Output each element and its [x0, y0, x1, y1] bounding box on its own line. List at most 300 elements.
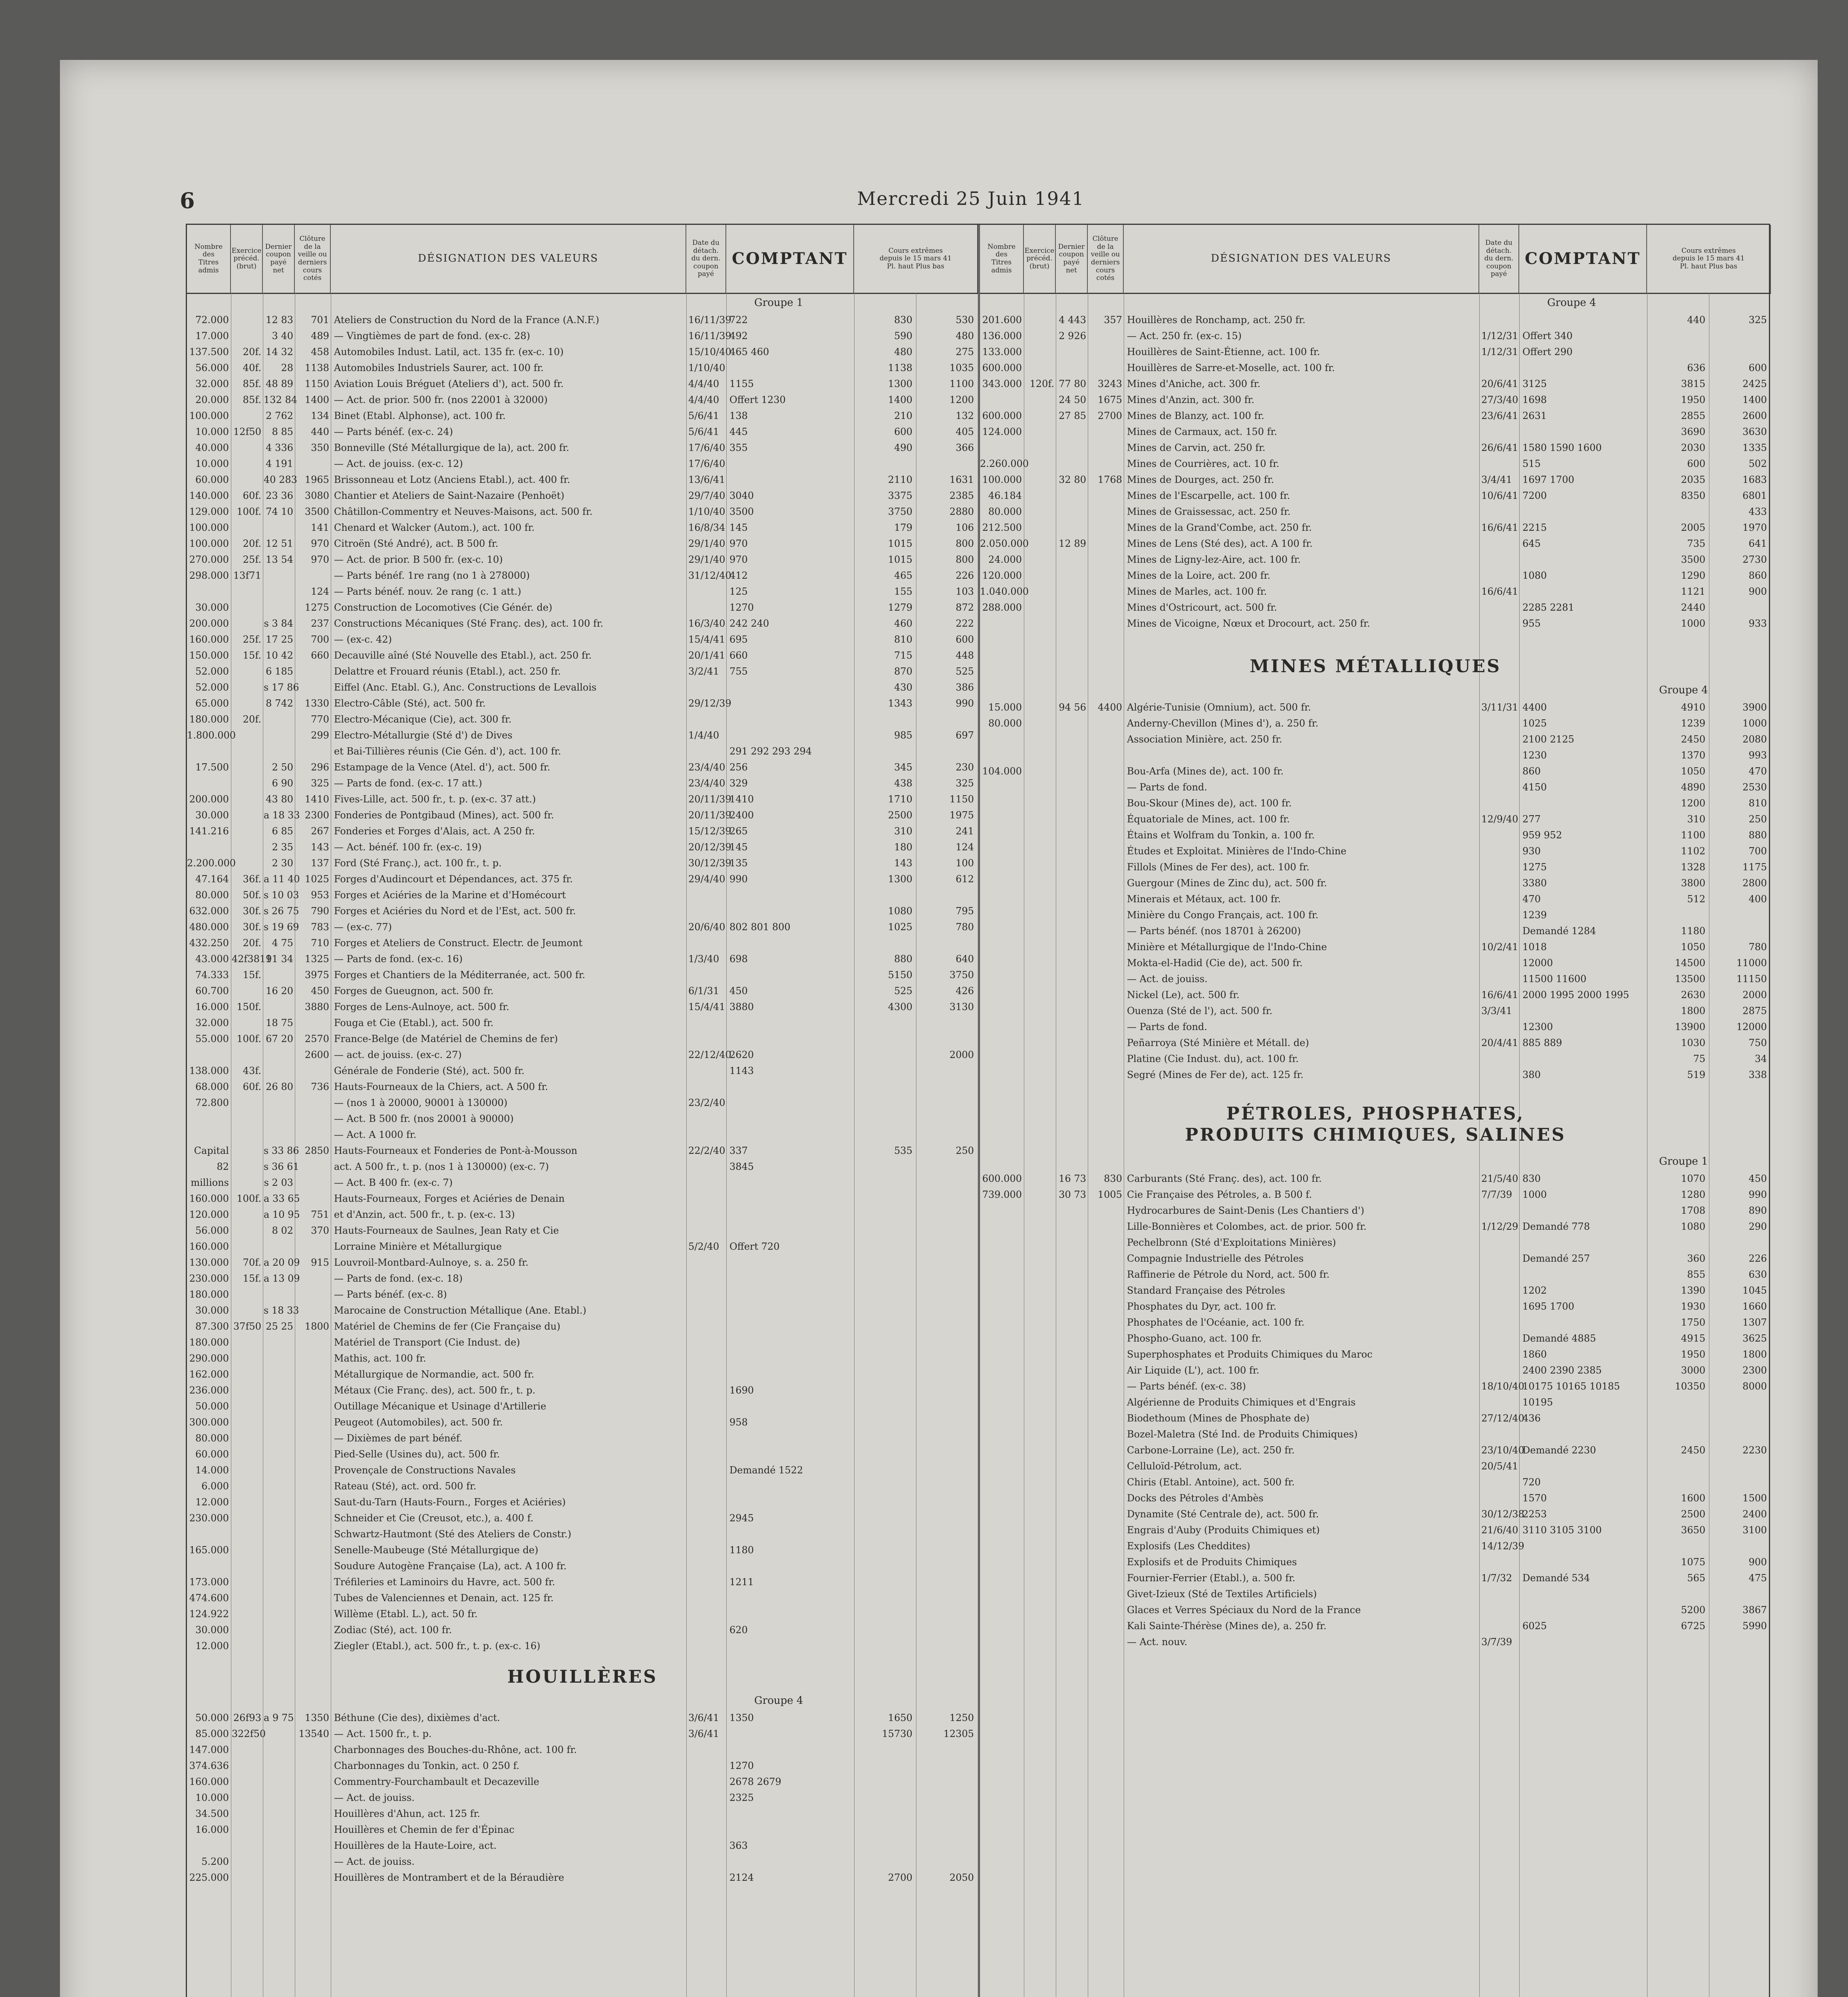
cell-name: — Parts bénéf. (ex-c. 38)	[1127, 1381, 1246, 1392]
cell-name: Mines d'Aniche, act. 300 fr.	[1127, 378, 1261, 389]
cell-e: 37f50	[233, 1321, 261, 1332]
cell-n: 72.000	[195, 314, 229, 326]
cell-cp: Demandé 1284	[1522, 925, 1596, 937]
cell-name: Études et Exploitat. Minières de l'Indo-Chine	[1127, 846, 1347, 857]
table-row	[187, 712, 978, 728]
cell-dt: 18/10/40	[1481, 1381, 1524, 1392]
table-row	[980, 1283, 1771, 1299]
cell-name: Pied-Selle (Usines du), act. 500 fr.	[334, 1449, 500, 1460]
cell-name: Forges d'Audincourt et Dépendances, act. 375 fr.	[334, 873, 573, 885]
cell-dt: 1/10/40	[688, 362, 725, 373]
cell-c: 3243	[1097, 378, 1122, 389]
cell-c: 953	[311, 889, 329, 901]
cell-name: Houillères de Saint-Étienne, act. 100 fr.	[1127, 346, 1320, 357]
cell-name: Hauts-Fourneaux de Saulnes, Jean Raty et Cie	[334, 1225, 559, 1236]
cell-h: 4890	[1681, 782, 1705, 793]
cell-cp: 2400	[729, 810, 754, 821]
cell-h: 2700	[888, 1872, 912, 1883]
table-row	[187, 1271, 978, 1287]
cell-n: 180.000	[189, 1289, 229, 1300]
cell-c: 790	[311, 905, 329, 917]
cell-h: 10350	[1675, 1381, 1705, 1392]
cell-b: 3750	[949, 969, 974, 981]
cell-cp: 2253	[1522, 1509, 1547, 1520]
cell-name: Houillères de Ronchamp, act. 250 fr.	[1127, 314, 1306, 326]
cell-h: 179	[894, 522, 912, 533]
cell-name: Chenard et Walcker (Autom.), act. 100 fr.	[334, 522, 535, 533]
cell-cp: 958	[729, 1417, 748, 1428]
cell-b: 1035	[949, 362, 974, 373]
cell-cp: 329	[729, 778, 748, 789]
table-row	[187, 1447, 978, 1463]
cell-n: 17.000	[195, 330, 229, 341]
right-column-headers	[980, 225, 1771, 294]
cell-cp: 1580 1590 1600	[1522, 442, 1602, 453]
cell-h: 3690	[1681, 426, 1705, 437]
cell-b: 250	[956, 1145, 974, 1156]
cell-n: 72.800	[195, 1097, 229, 1108]
cell-c: 2600	[304, 1049, 329, 1060]
cell-name: Charbonnages du Tonkin, act. 0 250 f.	[334, 1760, 520, 1771]
cell-name: Mines de Marles, act. 100 fr.	[1127, 586, 1267, 597]
cell-name: Générale de Fonderie (Sté), act. 500 fr.	[334, 1065, 525, 1076]
table-row	[187, 1223, 978, 1239]
cell-b: 124	[956, 842, 974, 853]
cell-d: 32 80	[1059, 474, 1086, 485]
table-row	[187, 1623, 978, 1639]
cell-name: Compagnie Industrielle des Pétroles	[1127, 1253, 1304, 1264]
cell-n: 201.600	[982, 314, 1022, 326]
cell-h: 1050	[1681, 941, 1705, 953]
cell-name: Mines de Ligny-lez-Aire, act. 100 fr.	[1127, 554, 1301, 565]
cell-b: 1683	[1742, 474, 1767, 485]
cell-b: 11000	[1736, 957, 1767, 969]
table-row	[187, 1639, 978, 1655]
cell-cp: 445	[729, 426, 748, 437]
cell-c: 700	[311, 634, 329, 645]
cell-name: — Dixièmes de part bénéf.	[334, 1433, 463, 1444]
cell-n: 80.000	[988, 718, 1022, 729]
table-row	[187, 920, 978, 936]
col-comptant: COMPTANT	[1519, 225, 1647, 293]
group-label: Groupe 1	[1659, 1155, 1708, 1167]
cell-n: 34.500	[195, 1808, 229, 1819]
cell-dt: 21/6/40	[1481, 1525, 1518, 1536]
table-row	[980, 1235, 1771, 1251]
cell-n: millions	[191, 1177, 229, 1188]
table-row	[187, 744, 978, 760]
cell-h: 438	[894, 778, 912, 789]
cell-d: 4 336	[266, 442, 293, 453]
table-row	[187, 664, 978, 680]
table-row	[980, 313, 1771, 329]
table-row	[187, 361, 978, 377]
cell-b: 890	[1749, 1205, 1767, 1216]
cell-d: a 9 75	[264, 1712, 294, 1723]
cell-h: 3800	[1681, 877, 1705, 889]
cell-name: Guergour (Mines de Zinc du), act. 500 fr.	[1127, 877, 1327, 889]
cell-h: 870	[894, 666, 912, 677]
cell-c: 710	[311, 937, 329, 949]
cell-c: 1350	[304, 1712, 329, 1723]
cell-e: 36f.	[242, 873, 261, 885]
cell-e: 12f50	[233, 426, 261, 437]
table-row	[980, 1347, 1771, 1363]
cell-cp: 380	[1522, 1069, 1541, 1080]
cell-n: 68.000	[195, 1081, 229, 1092]
table-row	[187, 1775, 978, 1791]
cell-n: 160.000	[189, 1193, 229, 1204]
cell-name: Hauts-Fourneaux de la Chiers, act. A 500 fr.	[334, 1081, 548, 1092]
cell-b: 405	[956, 426, 974, 437]
cell-h: 1950	[1681, 394, 1705, 405]
cell-name: — Parts de fond.	[1127, 1021, 1208, 1032]
table-row	[187, 1559, 978, 1575]
cell-dt: 3/11/31	[1481, 702, 1518, 713]
cell-name: Air Liquide (L'), act. 100 fr.	[1127, 1365, 1260, 1376]
cell-b: 366	[956, 442, 974, 453]
cell-n: 124.922	[189, 1608, 229, 1620]
col-titres: Nombre des Titres admis	[980, 225, 1024, 293]
table-row	[980, 568, 1771, 584]
cell-n: 10.000	[195, 426, 229, 437]
cell-b: 1800	[1742, 1349, 1767, 1360]
cell-dt: 1/12/29	[1481, 1221, 1518, 1232]
cell-b: 480	[956, 330, 974, 341]
cell-b: 900	[1749, 1556, 1767, 1568]
cell-b: 2880	[949, 506, 974, 517]
cell-b: 860	[1749, 570, 1767, 581]
cell-b: 2730	[1742, 554, 1767, 565]
cell-b: 2530	[1742, 782, 1767, 793]
cell-name: Tréfileries et Laminoirs du Havre, act. 500 fr.	[334, 1576, 555, 1588]
cell-h: 600	[1687, 458, 1705, 469]
cell-n: 230.000	[189, 1273, 229, 1284]
cell-h: 1343	[888, 698, 912, 709]
cell-n: 56.000	[195, 1225, 229, 1236]
cell-h: 2500	[1681, 1509, 1705, 1520]
cell-d: 6 85	[272, 826, 293, 837]
cell-h: 525	[894, 985, 912, 997]
cell-cp: 660	[729, 650, 748, 661]
col-cloture: Clôture de la veille ou derniers cours cotés	[1088, 225, 1124, 293]
cell-d: 48 89	[266, 378, 293, 389]
cell-d: 2 926	[1059, 330, 1086, 341]
cell-n: 120.000	[189, 1209, 229, 1220]
cell-h: 855	[1687, 1269, 1705, 1280]
cell-dt: 29/1/40	[688, 554, 725, 565]
cell-name: Bonneville (Sté Métallurgique de la), act. 200 fr.	[334, 442, 569, 453]
cell-n: 200.000	[189, 618, 229, 629]
table-row	[980, 488, 1771, 504]
cell-name: Mines d'Ostricourt, act. 500 fr.	[1127, 602, 1277, 613]
cell-name: — Act. de jouiss. (ex-c. 12)	[334, 458, 463, 469]
cell-name: Aviation Louis Bréguet (Ateliers d'), act. 500 fr.	[334, 378, 564, 389]
cell-c: 458	[311, 346, 329, 357]
table-row	[187, 313, 978, 329]
cell-d: 24 50	[1059, 394, 1086, 405]
cell-name: — Act. bénéf. 100 fr. (ex-c. 19)	[334, 842, 482, 853]
table-row	[980, 345, 1771, 361]
cell-name: Étains et Wolfram du Tonkin, a. 100 fr.	[1127, 830, 1315, 841]
cell-c: 970	[311, 538, 329, 549]
cell-dt: 4/4/40	[688, 394, 719, 405]
cell-e: 100f.	[236, 506, 261, 517]
cell-h: 985	[894, 730, 912, 741]
cell-e: 15f.	[242, 650, 261, 661]
cell-b: 525	[956, 666, 974, 677]
cell-b: 12305	[943, 1728, 974, 1739]
cell-d: 12 51	[266, 538, 293, 549]
cell-n: 129.000	[189, 506, 229, 517]
cell-dt: 23/10/40	[1481, 1445, 1524, 1456]
cell-name: Mines de Lens (Sté des), act. A 100 fr.	[1127, 538, 1313, 549]
cell-cp: 2945	[729, 1513, 754, 1524]
cell-b: 2300	[1742, 1365, 1767, 1376]
cell-cp: 1155	[729, 378, 754, 389]
table-row	[187, 457, 978, 472]
table-row	[980, 780, 1771, 796]
cell-cp: 1000	[1522, 1189, 1547, 1200]
cell-dt: 27/3/40	[1481, 394, 1518, 405]
cell-n: 739.000	[982, 1189, 1022, 1200]
cell-e: 30f.	[242, 905, 261, 917]
table-row	[980, 716, 1771, 732]
table-row	[187, 696, 978, 712]
table-row	[187, 552, 978, 568]
cell-name: Minerais et Métaux, act. 100 fr.	[1127, 893, 1281, 905]
cell-b: 103	[956, 586, 974, 597]
cell-b: 3100	[1742, 1525, 1767, 1536]
table-row	[187, 1016, 978, 1032]
cell-name: Houillères d'Ahun, act. 125 fr.	[334, 1808, 481, 1819]
cell-cp: 722	[729, 314, 748, 326]
cell-b: 600	[956, 634, 974, 645]
table-row	[187, 1870, 978, 1886]
cell-dt: 16/3/40	[688, 618, 725, 629]
page-date: Mercredi 25 Juin 1941	[857, 188, 1085, 209]
cell-cp: 1860	[1522, 1349, 1547, 1360]
cell-dt: 21/5/40	[1481, 1173, 1518, 1184]
cell-name: Kali Sainte-Thérèse (Mines de), a. 250 fr.	[1127, 1620, 1327, 1632]
table-row	[187, 584, 978, 600]
cell-cp: 3880	[729, 1001, 754, 1012]
cell-cp: 3110 3105 3100	[1522, 1525, 1602, 1536]
cell-d: s 26 75	[264, 905, 299, 917]
cell-cp: 885 889	[1522, 1037, 1562, 1048]
cell-dt: 15/12/39	[688, 826, 731, 837]
cell-d: 18 75	[266, 1017, 293, 1028]
cell-c: 370	[311, 1225, 329, 1236]
cell-name: Hydrocarbures de Saint-Denis (Les Chantiers d')	[1127, 1205, 1365, 1216]
cell-cp: 12300	[1522, 1021, 1553, 1032]
table-row	[980, 940, 1771, 956]
cell-d: 8 85	[272, 426, 293, 437]
cell-h: 5200	[1681, 1604, 1705, 1616]
cell-c: 1325	[304, 953, 329, 965]
group-label: Groupe 4	[1659, 684, 1708, 696]
cell-b: 2050	[949, 1872, 974, 1883]
cell-n: 20.000	[195, 394, 229, 405]
cell-name: Mines de Courrières, act. 10 fr.	[1127, 458, 1280, 469]
cell-cp: 355	[729, 442, 748, 453]
cell-c: 2300	[304, 810, 329, 821]
cell-h: 590	[894, 330, 912, 341]
cell-h: 1080	[1681, 1221, 1705, 1232]
cell-d: 74 10	[266, 506, 293, 517]
cell-name: Cie Française des Pétroles, a. B 500 f.	[1127, 1189, 1312, 1200]
cell-b: 2230	[1742, 1445, 1767, 1456]
cell-d: s 19 69	[264, 921, 299, 933]
cell-name: Mines de Dourges, act. 250 fr.	[1127, 474, 1274, 485]
cell-name: Algérienne de Produits Chimiques et d'Engrais	[1127, 1397, 1356, 1408]
cell-cp: 436	[1522, 1413, 1541, 1424]
cell-cp: 2620	[729, 1049, 754, 1060]
table-row	[187, 1822, 978, 1838]
cell-h: 3500	[1681, 554, 1705, 565]
cell-name: Mines de Graissessac, act. 250 fr.	[1127, 506, 1291, 517]
table-row	[980, 377, 1771, 393]
col-dernier: Dernier coupon payé net	[1056, 225, 1088, 293]
cell-h: 1400	[888, 394, 912, 405]
cell-name: Fonderies de Pontgibaud (Mines), act. 500 fr.	[334, 810, 554, 821]
cell-n: 432.250	[189, 937, 229, 949]
cell-name: Hauts-Fourneaux, Forges et Aciéries de Denain	[334, 1193, 565, 1204]
cell-cp: 145	[729, 522, 748, 533]
cell-n: 80.000	[195, 1433, 229, 1444]
cell-d: s 10 03	[264, 889, 299, 901]
cell-e: 26f93	[233, 1712, 261, 1723]
cell-h: 880	[894, 953, 912, 965]
cell-cp: 1202	[1522, 1285, 1547, 1296]
table-row	[980, 1171, 1771, 1187]
cell-b: 697	[956, 730, 974, 741]
cell-e: 20f.	[242, 346, 261, 357]
cell-name: Bou-Skour (Mines de), act. 100 fr.	[1127, 798, 1292, 809]
cell-b: 3900	[1742, 702, 1767, 713]
cell-b: 3867	[1742, 1604, 1767, 1616]
cell-d: 11 34	[266, 953, 293, 965]
cell-h: 345	[894, 762, 912, 773]
cell-cp: 492	[729, 330, 748, 341]
cell-h: 2110	[888, 474, 912, 485]
cell-h: 360	[1687, 1253, 1705, 1264]
table-row	[187, 425, 978, 441]
cell-cp: Demandé 778	[1522, 1221, 1590, 1232]
cell-n: 55.000	[195, 1033, 229, 1044]
cell-c: 915	[311, 1257, 329, 1268]
cell-n: 298.000	[189, 570, 229, 581]
cell-h: 5150	[888, 969, 912, 981]
cell-cp: 802 801 800	[729, 921, 791, 933]
cell-n: 40.000	[195, 442, 229, 453]
table-row	[980, 1004, 1771, 1020]
cell-n: 2.260.000	[980, 458, 1029, 469]
cell-name: — act. de jouiss. (ex-c. 27)	[334, 1049, 462, 1060]
table-row	[187, 872, 978, 888]
table-row	[980, 552, 1771, 568]
table-row	[980, 1331, 1771, 1347]
cell-n: 124.000	[982, 426, 1022, 437]
cell-name: — (nos 1 à 20000, 90001 à 130000)	[334, 1097, 508, 1108]
cell-d: 10 42	[266, 650, 293, 661]
cell-dt: 10/2/41	[1481, 941, 1518, 953]
cell-h: 735	[1687, 538, 1705, 549]
cell-dt: 5/2/40	[688, 1241, 719, 1252]
cell-cp: Offert 720	[729, 1241, 780, 1252]
cell-b: 2425	[1742, 378, 1767, 389]
cell-n: 60.000	[195, 474, 229, 485]
cell-cp: 125	[729, 586, 748, 597]
cell-b: 933	[1749, 618, 1767, 629]
cell-name: Docks des Pétroles d'Ambès	[1127, 1493, 1264, 1504]
cell-e: 100f.	[236, 1193, 261, 1204]
cell-name: Mines de Vicoigne, Nœux et Drocourt, act. 250 fr.	[1127, 618, 1370, 629]
cell-b: 2000	[949, 1049, 974, 1060]
table-row	[187, 1711, 978, 1727]
cell-h: 1080	[888, 905, 912, 917]
cell-dt: 3/6/41	[688, 1712, 719, 1723]
cell-c: 783	[311, 921, 329, 933]
cell-d: 2 762	[266, 410, 293, 421]
cell-e: 85f.	[242, 378, 261, 389]
cell-e: 13f71	[233, 570, 261, 581]
cell-cp: 860	[1522, 766, 1541, 777]
cell-d: 26 80	[266, 1081, 293, 1092]
cell-b: 1660	[1742, 1301, 1767, 1312]
cell-n: 138.000	[189, 1065, 229, 1076]
cell-h: 2630	[1681, 989, 1705, 1000]
section-title-mines: MINES MÉTALLIQUES	[1250, 656, 1501, 677]
table-row	[187, 856, 978, 872]
table-row	[980, 700, 1771, 716]
cell-d: 94 56	[1059, 702, 1086, 713]
cell-h: 3000	[1681, 1365, 1705, 1376]
cell-name: Mines de l'Escarpelle, act. 100 fr.	[1127, 490, 1290, 501]
cell-name: Segré (Mines de Fer de), act. 125 fr.	[1127, 1069, 1304, 1080]
col-cloture: Clôture de la veille ou derniers cours cotés	[295, 225, 331, 293]
cell-name: Ziegler (Etabl.), act. 500 fr., t. p. (ex-c. 16)	[334, 1640, 540, 1652]
cell-n: 173.000	[189, 1576, 229, 1588]
cell-b: 630	[1749, 1269, 1767, 1280]
cell-b: 3630	[1742, 426, 1767, 437]
cell-n: 632.000	[189, 905, 229, 917]
cell-d: 6 185	[266, 666, 293, 677]
cell-c: 1768	[1097, 474, 1122, 485]
cell-name: — Act. A 1000 fr.	[334, 1129, 417, 1140]
cell-cp: 2124	[729, 1872, 754, 1883]
cell-name: Zodiac (Sté), act. 100 fr.	[334, 1624, 452, 1636]
cell-h: 1750	[1681, 1317, 1705, 1328]
table-row	[980, 1068, 1771, 1084]
cell-d: s 36 61	[264, 1161, 299, 1172]
cell-name: — Parts de fond.	[1127, 782, 1208, 793]
cell-cp: 1350	[729, 1712, 754, 1723]
table-row	[187, 1543, 978, 1559]
cell-n: 212.500	[982, 522, 1022, 533]
cell-c: 440	[311, 426, 329, 437]
table-row	[187, 1287, 978, 1303]
col-titres: Nombre des Titres admis	[187, 225, 231, 293]
cell-name: Fouga et Cie (Etabl.), act. 500 fr.	[334, 1017, 494, 1028]
table-row	[980, 425, 1771, 441]
cell-n: 50.000	[195, 1712, 229, 1723]
cell-cp: 10175 10165 10185	[1522, 1381, 1620, 1392]
table-row	[980, 329, 1771, 345]
cell-h: 2005	[1681, 522, 1705, 533]
cell-name: Eiffel (Anc. Etabl. G.), Anc. Constructions de Levallois	[334, 682, 597, 693]
cell-c: 3880	[304, 1001, 329, 1012]
